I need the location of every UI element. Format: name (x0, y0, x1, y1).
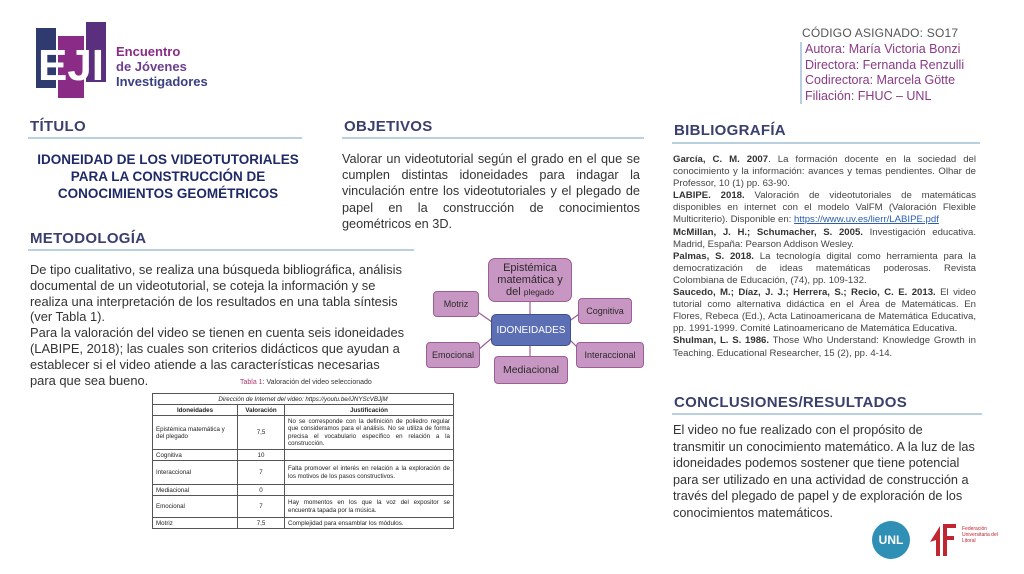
table-row (153, 461, 454, 485)
table-cell-value: 10 (238, 450, 285, 461)
conclusiones-text: El video no fue realizado con el propósito de transmitir un conocimiento matemático. A la luz de las idoneidades podemos sostener que tiene potencial para ser utilizado en una actividad de construcción a través del plegado de papel y de exploración de los conocimientos matemáticos. (673, 423, 975, 520)
author-info (800, 42, 964, 104)
table-row (153, 485, 454, 496)
metodologia-heading: METODOLOGÍA (30, 230, 147, 247)
valoracion-table (152, 393, 454, 529)
table-cell-just: Falta promover el interés en relación a la exploración de los motivos de los pasos constructivos. (285, 461, 454, 485)
metodologia-text (30, 262, 408, 388)
node-epistemica-small: plegado (523, 287, 554, 297)
unl-logo-text: UNL (878, 533, 904, 547)
node-mediacional-label: Mediacional (502, 364, 560, 376)
titulo-heading: TÍTULO (30, 118, 86, 135)
table-cell-name: Cognitiva (153, 450, 238, 461)
logo-line-3: Investigadores (116, 74, 208, 89)
bib-author: Palmas, S. 2018. (673, 250, 754, 262)
node-interaccional-label: Interaccional (584, 350, 636, 360)
bib-entry (673, 251, 976, 287)
table-cell-just (285, 450, 454, 461)
bib-text: Investigación educativa. Madrid, España: Pearson Addison Wesley. (673, 226, 976, 250)
node-mediacional (494, 356, 568, 384)
node-cognitiva-label: Cognitiva (586, 306, 624, 316)
bib-text: El video tutorial como alternativa didáctica en el Área de Matemáticas. En Flores, Rebeca (Ed.), Acta Latinoamericana de Matemática Educativa, pp. 1991-1999. Comité Latinoamericano de Matemática Educativa. (673, 287, 977, 335)
node-emocional-label: Emocional (431, 350, 475, 360)
node-motriz (433, 291, 479, 317)
table-header-idoneidades: Idoneidades (153, 405, 238, 416)
table-cell-just: Complejidad para ensamblar los módulos. (285, 518, 454, 529)
table-cell-value: 7,5 (238, 518, 285, 529)
unl-logo (872, 521, 910, 559)
poster-title: IDONEIDAD DE LOS VIDEOTUTORIALES PARA LA CONSTRUCCIÓN DE CONOCIMIENTOS GEOMÉTRICOS (37, 152, 299, 201)
bib-entry (673, 154, 976, 190)
bibliography-list (673, 154, 976, 360)
table-cell-value: 7 (238, 496, 285, 518)
objetivos-heading: OBJETIVOS (344, 118, 433, 135)
bib-author: García, C. M. 2007 (673, 154, 769, 165)
table-row (153, 518, 454, 529)
table-cell-just: No se corresponde con la definición de poliedro regular que consideramos para el análisis. No se utiliza de forma precisa el vocabulario específico en relación a la construcción. (285, 416, 454, 450)
table-header-justificacion: Justificación (285, 405, 454, 416)
bib-entry (673, 227, 976, 251)
bibliografia-divider (672, 142, 980, 144)
table-cell-value: 7 (238, 461, 285, 485)
bib-author: Shulman, L. S. 1986. (673, 335, 770, 347)
table-caption-text: : Valoración del video seleccionado (262, 379, 372, 386)
bib-text: La tecnología digital como herramienta para la democratización de ideas matemáticas poderosas. Revista Colombiana de Educación, (74), pp. 109-132. (673, 250, 976, 286)
node-interaccional (576, 342, 644, 368)
table-caption (240, 379, 372, 386)
conclusiones-divider (672, 413, 982, 415)
node-cognitiva (578, 298, 632, 324)
logo-line-1: Encuentro (116, 44, 181, 59)
table-cell-value: 0 (238, 485, 285, 496)
conclusiones-heading: CONCLUSIONES/RESULTADOS (674, 394, 908, 411)
bib-entry (673, 287, 976, 335)
bib-author: Saucedo, M.; Díaz, J. J.; Herrera, S.; Recio, C. E. 2013. (673, 287, 936, 299)
table-cell-name: Emocional (153, 496, 238, 518)
bibliografia-heading: BIBLIOGRAFÍA (674, 122, 786, 139)
table-row (153, 450, 454, 461)
logo-mark-text: EJI (37, 41, 105, 90)
author: Autora: María Victoria Bonzi (805, 42, 961, 56)
bib-text: Those Who Understand: Knowledge Growth in Teaching. Educational Researcher, 15 (2), pp. 4-14. (673, 335, 976, 359)
bib-entry (673, 335, 976, 359)
node-epistemica (488, 258, 572, 302)
metodologia-divider (28, 249, 414, 251)
metodologia-paragraph-1: De tipo cualitativo, se realiza una búsqueda bibliográfica, análisis documental de un videotutorial, se coteja la información y se realiza una interpretación de los resultados en una tabla síntesis (ver Tabla 1). (30, 262, 402, 325)
federacion-logo-icon (926, 520, 960, 560)
node-motriz-label: Motriz (443, 299, 469, 309)
codirector: Codirectora: Marcela Götte (805, 73, 956, 87)
table-cell-just (285, 485, 454, 496)
eji-logo-mark (36, 22, 106, 102)
metodologia-paragraph-2: Para la valoración del video se tienen en cuenta seis idoneidades (LABIPE, 2018); las cuales son criterios didácticos que ayudan a establecer si el video atiende a las características necesarias para que sea bueno. (30, 325, 405, 388)
table-cell-name: Interaccional (153, 461, 238, 485)
table-cell-name: Mediacional (153, 485, 238, 496)
node-idoneidades-label: IDONEIDADES (496, 324, 566, 336)
table-cell-name: Epistémica matemática y del plegado (153, 416, 238, 450)
node-idoneidades (491, 314, 571, 346)
affiliation: Filiación: FHUC – UNL (805, 88, 932, 103)
table-cell-name: Motriz (153, 518, 238, 529)
logo-wordmark (116, 44, 208, 89)
table-header-valoracion: Valoración (238, 405, 285, 416)
assigned-code: CÓDIGO ASIGNADO: SO17 (802, 26, 959, 40)
table-caption-label: Tabla 1 (240, 379, 263, 386)
table-row (153, 496, 454, 518)
node-epistemica-label: Epistémica matemática y del (497, 262, 563, 298)
logo-line-2: de Jóvenes (116, 59, 187, 74)
titulo-divider (28, 137, 302, 139)
table-cell-just: Hay momentos en los que la voz del expositor se encuentra tapada por la música. (285, 496, 454, 518)
director: Directora: Fernanda Renzulli (805, 57, 965, 72)
federacion-logo-text: Federación Universitaria del Litoral (962, 526, 998, 544)
bib-text: . La formación docente en la sociedad del conocimiento y la información: avances y temas pendientes. Olhar de Professor, 10 (1) pp. 63-90. (673, 154, 976, 190)
labipe-link[interactable]: https://www.uv.es/lierr/LABIPE.pdf (794, 214, 939, 226)
table-url-row: Dirección de Internet del video: https://youtu.be/iJNYScVBJjM (153, 394, 454, 405)
bib-author: McMillan, J. H.; Schumacher, S. 2005. (673, 226, 863, 238)
table-cell-value: 7,5 (238, 416, 285, 450)
bib-text: Valoración de videotutoriales de matemáticas disponibles en internet con el modelo ValFM (Valoración Flexible Multicriterio). Disponible en: (673, 190, 976, 226)
table-row (153, 416, 454, 450)
bib-entry (673, 190, 976, 226)
objetivos-text: Valorar un videotutorial según el grado en el que se cumplen distintas idoneidades para indagar la vinculación entre los videotutoriales y el plegado de papel en la construcción de conocimientos geométricos en 3D. (342, 152, 640, 231)
node-emocional (426, 342, 480, 368)
objetivos-divider (342, 137, 644, 139)
bib-author: LABIPE. 2018. (673, 190, 745, 202)
